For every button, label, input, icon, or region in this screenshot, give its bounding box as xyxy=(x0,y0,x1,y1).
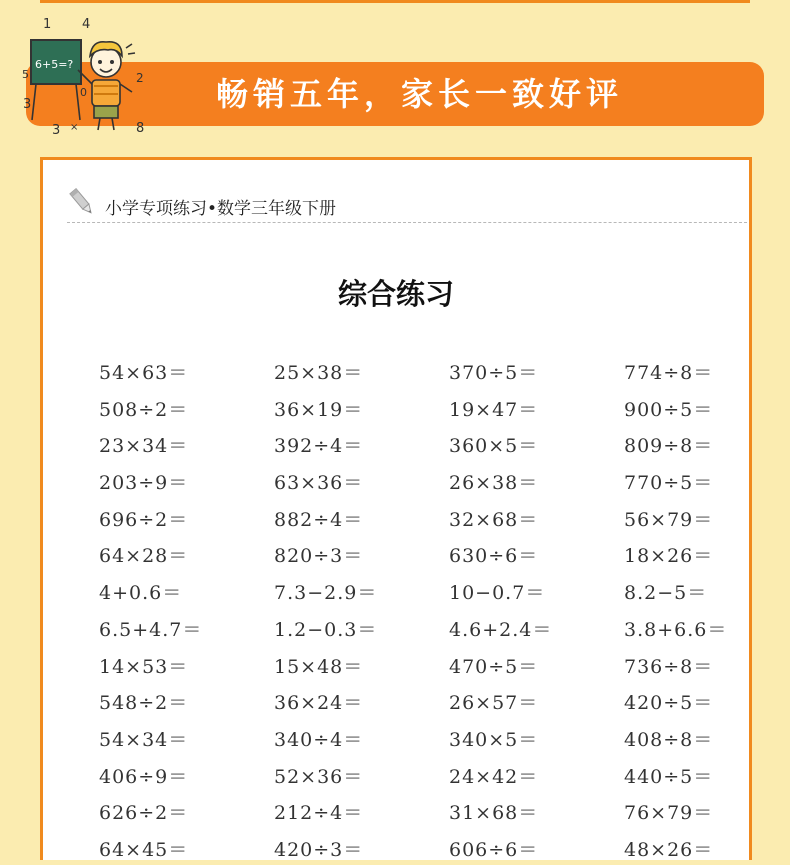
math-problem: 23×34＝ xyxy=(99,435,189,458)
math-problem: 4.6+2.4＝ xyxy=(449,618,553,641)
math-problem: 26×57＝ xyxy=(449,692,539,715)
banner-title: 畅销五年，家长一致好评 xyxy=(216,75,624,113)
math-problem: 406÷9＝ xyxy=(99,765,189,788)
worksheet-title: 综合练习 xyxy=(337,277,454,311)
math-problem: 508÷2＝ xyxy=(99,398,189,421)
math-problem: 10−0.7＝ xyxy=(449,582,546,605)
math-problem: 56×79＝ xyxy=(624,508,714,531)
math-problem: 626÷2＝ xyxy=(99,802,189,825)
math-problem: 48×26＝ xyxy=(624,838,714,860)
pencil-icon xyxy=(67,186,97,218)
worksheet-page xyxy=(40,157,752,860)
math-problem: 14×53＝ xyxy=(99,655,189,678)
math-problem: 340÷4＝ xyxy=(274,728,364,751)
mascot-number: 5 xyxy=(22,68,29,81)
math-problem: 900÷5＝ xyxy=(624,398,714,421)
math-problem: 408÷8＝ xyxy=(624,728,714,751)
mascot-number: 8 xyxy=(136,121,145,136)
math-problem: 340×5＝ xyxy=(449,728,539,751)
mascot-number: 1 xyxy=(43,17,52,32)
blackboard-text: 6+5=? xyxy=(35,58,74,71)
math-problem: 470÷5＝ xyxy=(449,655,539,678)
math-problem: 820÷3＝ xyxy=(274,545,364,568)
math-problem: 18×26＝ xyxy=(624,545,714,568)
math-problem: 370÷5＝ xyxy=(449,362,539,384)
mascot-number: × xyxy=(70,122,79,133)
math-problem: 31×68＝ xyxy=(449,802,539,825)
mascot-number: 3 xyxy=(52,123,61,138)
mascot-number: 0 xyxy=(80,86,87,99)
math-problem: 36×19＝ xyxy=(274,398,364,421)
math-problem: 8.2−5＝ xyxy=(624,582,708,605)
problem-grid xyxy=(99,355,752,860)
math-problem: 392÷4＝ xyxy=(274,435,364,458)
math-problem: 15×48＝ xyxy=(274,655,364,678)
math-problem: 52×36＝ xyxy=(274,765,364,788)
worksheet-header xyxy=(67,186,747,223)
mascot-number: 3 xyxy=(23,97,32,112)
math-problem: 24×42＝ xyxy=(449,765,539,788)
math-problem: 3.8+6.6＝ xyxy=(624,618,728,641)
math-problem: 25×38＝ xyxy=(274,362,364,384)
math-problem: 54×34＝ xyxy=(99,728,189,751)
math-problem: 19×47＝ xyxy=(449,398,539,421)
math-problem: 26×38＝ xyxy=(449,472,539,495)
math-problem: 882÷4＝ xyxy=(274,508,364,531)
math-problem: 360×5＝ xyxy=(449,435,539,458)
math-problem: 420÷5＝ xyxy=(624,692,714,715)
top-divider xyxy=(40,0,750,3)
math-problem: 36×24＝ xyxy=(274,692,364,715)
math-problem: 63×36＝ xyxy=(274,472,364,495)
math-problem: 54×63＝ xyxy=(99,362,189,384)
math-problem: 6.5+4.7＝ xyxy=(99,618,203,641)
math-problem: 32×68＝ xyxy=(449,508,539,531)
math-problem: 630÷6＝ xyxy=(449,545,539,568)
math-problem: 7.3−2.9＝ xyxy=(274,582,378,605)
math-problem: 1.2−0.3＝ xyxy=(274,618,378,641)
math-problem: 696÷2＝ xyxy=(99,508,189,531)
worksheet-header-text: 小学专项练习•数学三年级下册 xyxy=(105,199,337,219)
math-problem: 736÷8＝ xyxy=(624,655,714,678)
math-problem: 606÷6＝ xyxy=(449,838,539,860)
math-problem: 203÷9＝ xyxy=(99,472,189,495)
math-problem: 440÷5＝ xyxy=(624,765,714,788)
mascot-number: 4 xyxy=(82,17,91,32)
math-problem: 76×79＝ xyxy=(624,802,714,825)
math-problem: 4+0.6＝ xyxy=(99,582,183,605)
math-problem: 64×28＝ xyxy=(99,545,189,568)
math-problem: 64×45＝ xyxy=(99,838,189,860)
math-problem: 420÷3＝ xyxy=(274,838,364,860)
math-problem: 212÷4＝ xyxy=(274,802,364,825)
teacher-mascot-illustration xyxy=(18,12,158,140)
mascot-number: 2 xyxy=(136,71,144,85)
math-problem: 770÷5＝ xyxy=(624,472,714,495)
math-problem: 548÷2＝ xyxy=(99,692,189,715)
math-problem: 774÷8＝ xyxy=(624,362,714,384)
math-problem: 809÷8＝ xyxy=(624,435,714,458)
